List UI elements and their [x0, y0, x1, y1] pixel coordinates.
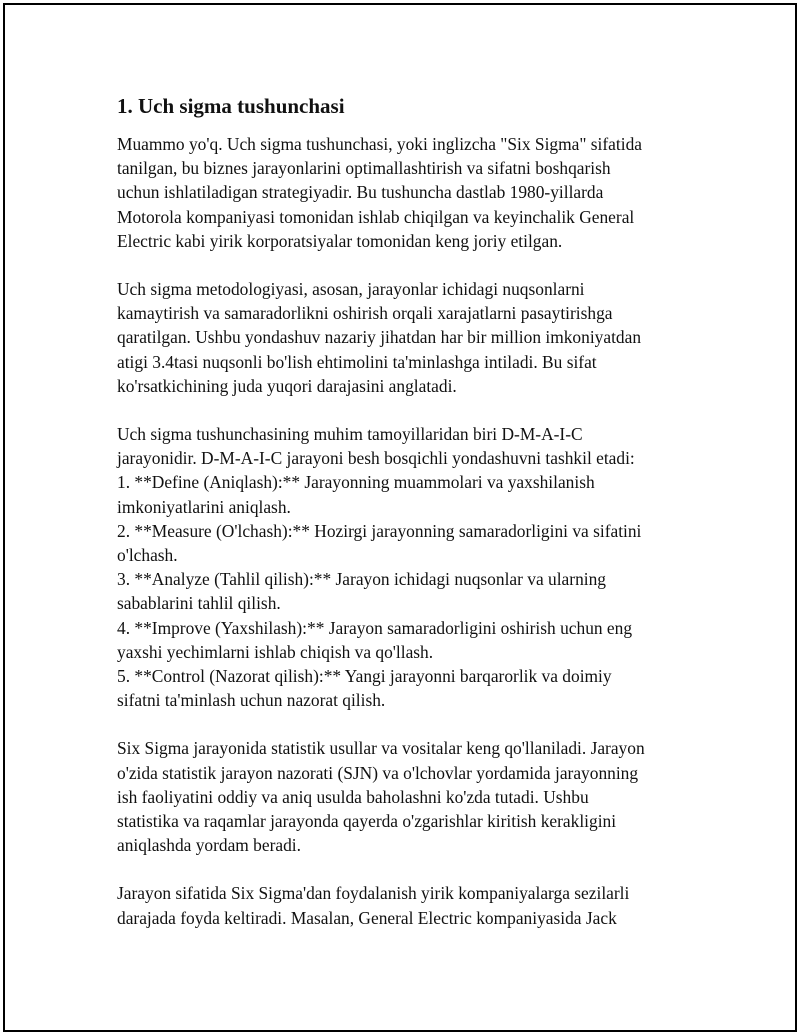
paragraph-statistics: Six Sigma jarayonida statistik usullar va vositalar keng qo'llaniladi. Jarayon o'zida statistik jarayon nazorati (SJN) va o'lchovlar yordamida jarayonning ish faoliyatini oddiy va aniq usulda baholashni ko'zda tutadi. Ushbu statistika va raqamlar jarayonda qayerda o'zgarishlar kiritish kerakligini aniqlashda yordam beradi.	[117, 738, 645, 856]
section-title: 1. Uch sigma tushunchasi	[117, 94, 345, 118]
paragraph-dmaic: Uch sigma tushunchasining muhim tamoyillaridan biri D-M-A-I-C jarayonidir. D-M-A-I-C jarayoni besh bosqichli yondashuvni tashkil etadi: 1. **Define (Aniqlash):** Jarayonning muammolari va yaxshilanish imkoniyatlarini aniqlash. 2. **Measure (O'lchash):** Hozirgi jarayonning samaradorligini va sifatini o'lchash. 3. **Analyze (Tahlil qilish):** Jarayon ichidagi nuqsonlar va ularning sabablarini tahlil qilish. 4. **Improve (Yaxshilash):** Jarayon samaradorligini oshirish uchun eng yaxshi yechimlarni ishlab chiqish va qo'llash. 5. **Control (Nazorat qilish):** Yangi jarayonni barqarorlik va doimiy sifatni ta'minlash uchun nazorat qilish.	[117, 424, 642, 711]
paragraph-methodology: Uch sigma metodologiyasi, asosan, jarayonlar ichidagi nuqsonlarni kamaytirish va samaradorlikni oshirish orqali xarajatlarni pasaytirishga qaratilgan. Ushbu yondashuv nazariy jihatdan har bir million imkoniyatdan atigi 3.4tasi nuqsonli bo'lish ehtimolini ta'minlashga intiladi. Bu sifat ko'rsatkichining juda yuqori darajasini anglatadi.	[117, 279, 642, 396]
paragraph-intro: Muammo yo'q. Uch sigma tushunchasi, yoki inglizcha "Six Sigma" sifatida tanilgan, bu biznes jarayonlarini optimallashtirish va sifatni boshqarish uchun ishlatiladigan strategiyadir. Bu tushuncha dastlab 1980-yillarda Motorola kompaniyasi tomonidan ishlab chiqilgan va keyinchalik General Electric kabi yirik korporatsiyalar tomonidan keng joriy etilgan.	[117, 134, 642, 251]
paragraph-benefits: Jarayon sifatida Six Sigma'dan foydalanish yirik kompaniyalarga sezilarli darajada foyda keltiradi. Masalan, General Electric kompaniyasida Jack	[117, 883, 630, 928]
document-body	[117, 92, 687, 930]
